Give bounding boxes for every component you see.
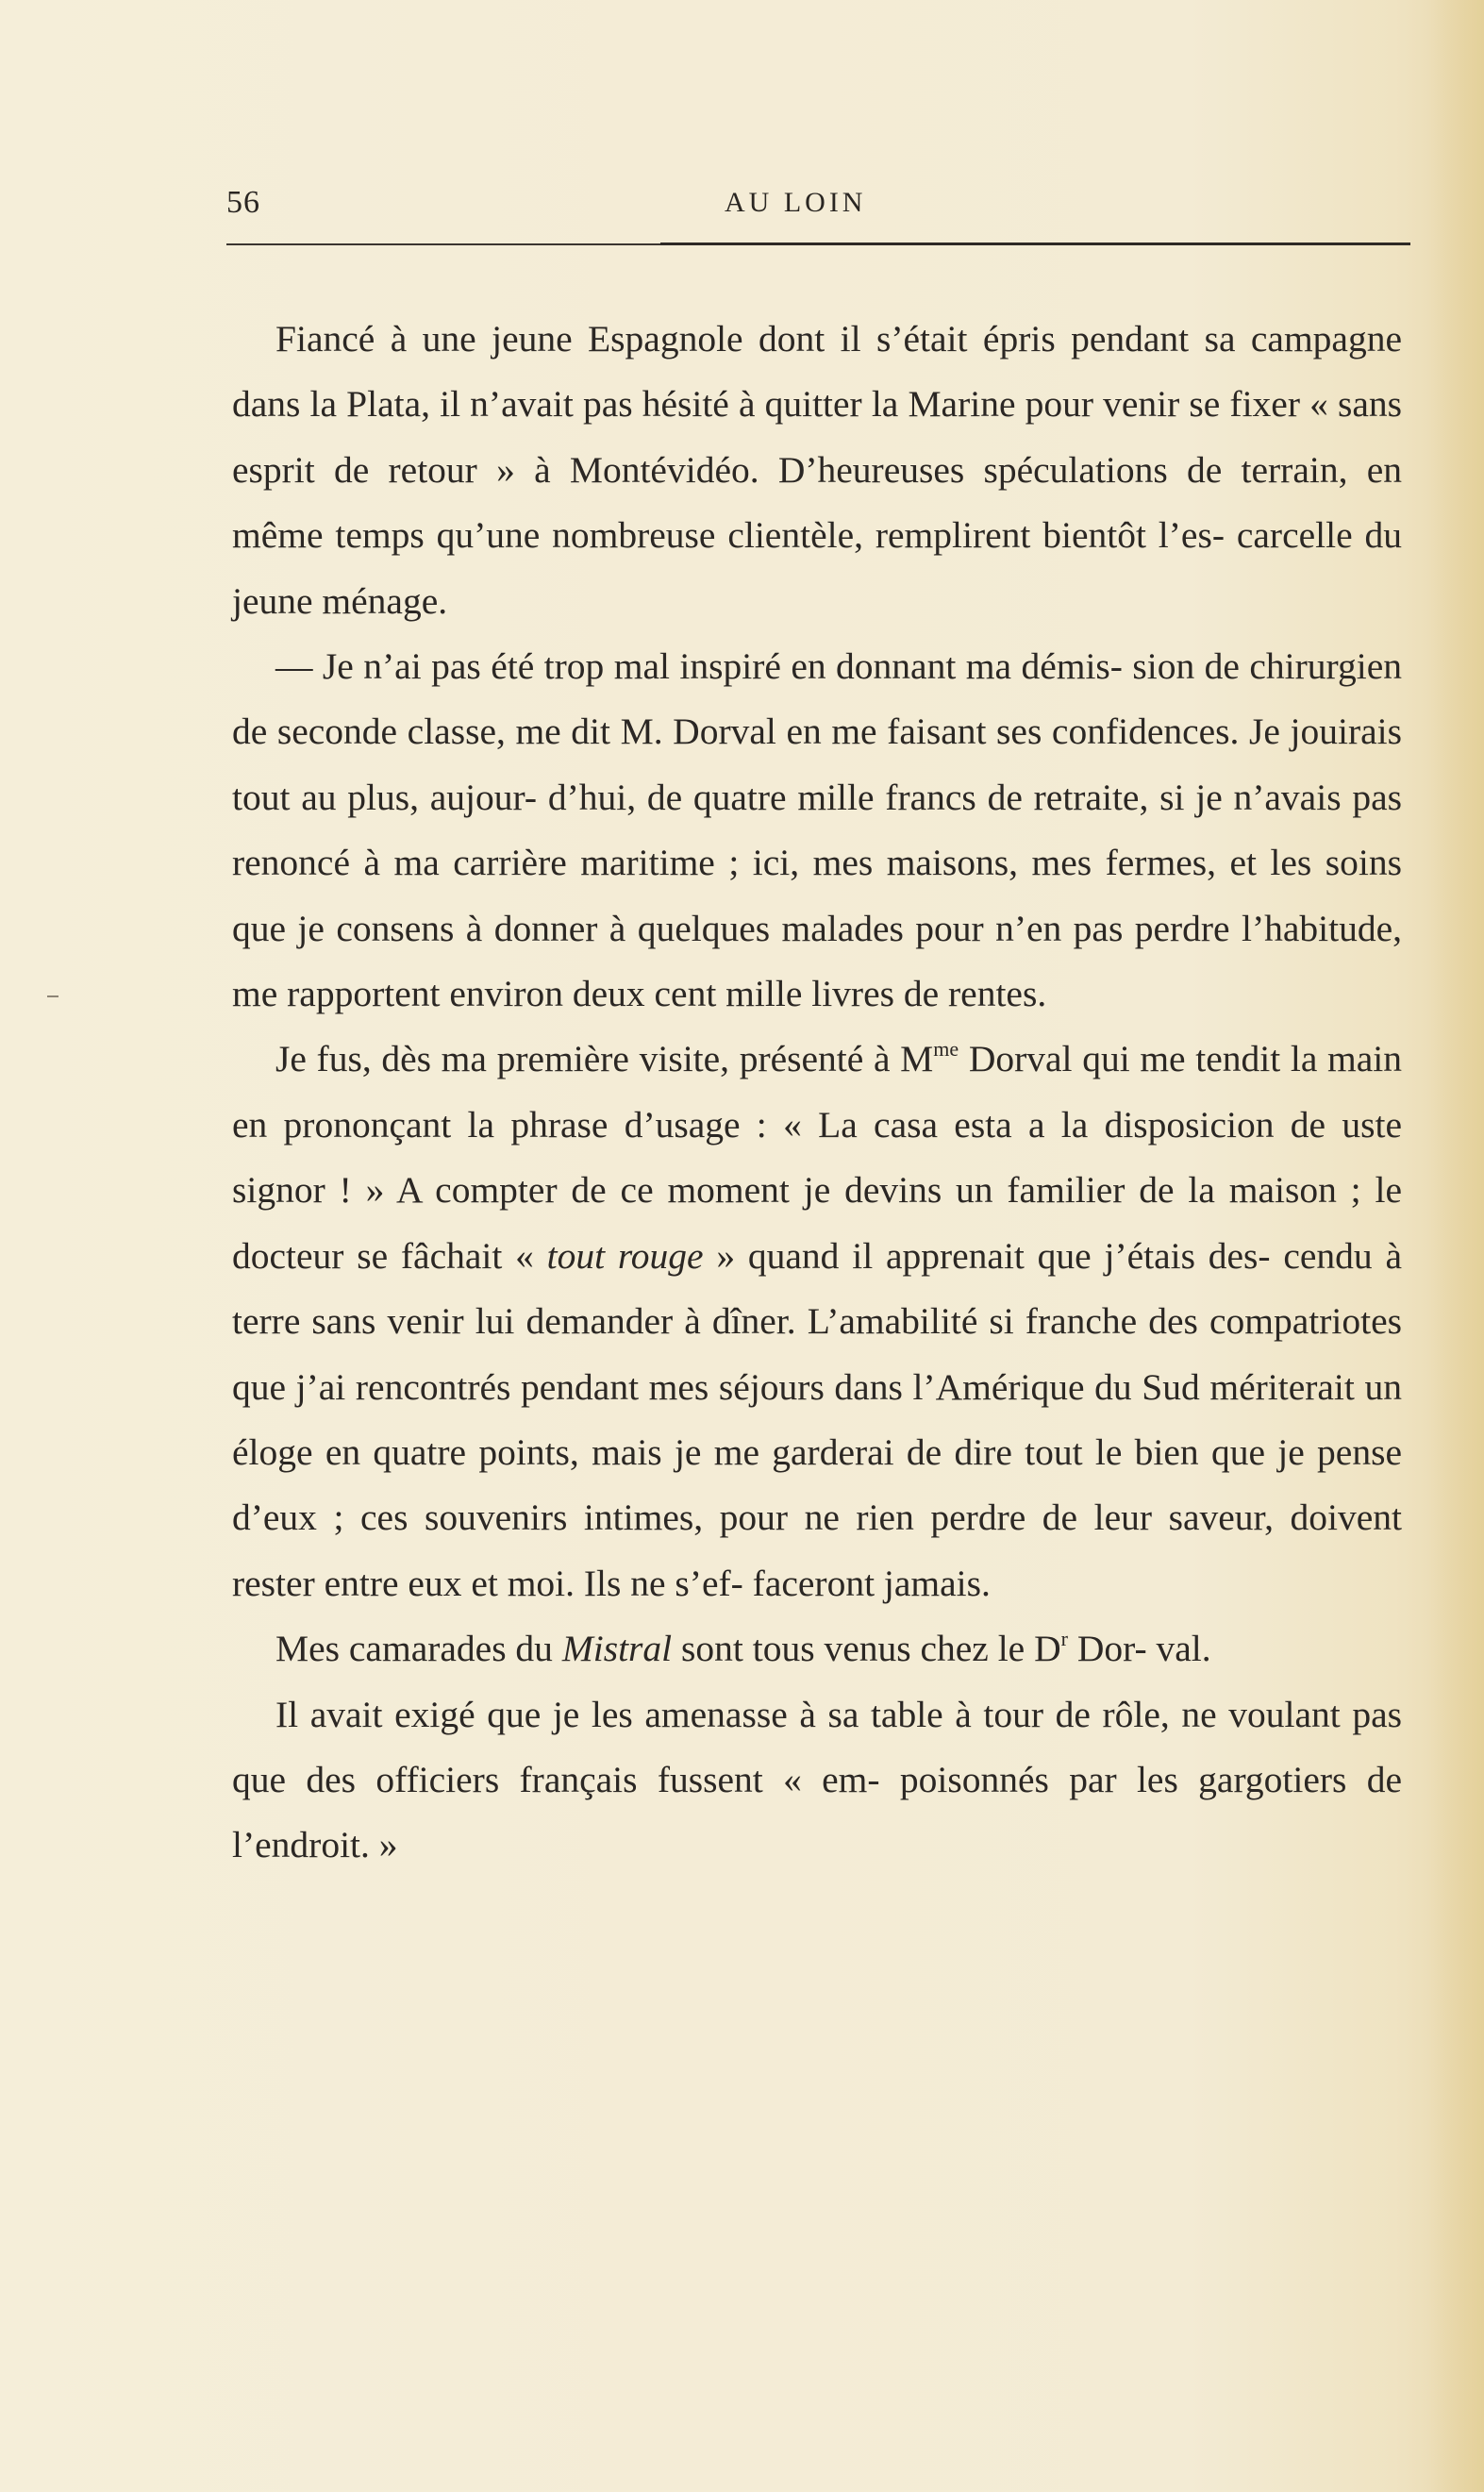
running-title: AU LOIN [725, 187, 867, 218]
paragraph-2 [232, 634, 1402, 1027]
paragraph-3-italic: tout rouge [546, 1234, 704, 1277]
paragraph-3-superscript: me [933, 1037, 959, 1062]
paragraph-4-text-c: Dor- val. [1067, 1628, 1211, 1670]
paragraph-2-text: — Je n’ai pas été trop mal inspiré en donnant ma démis- sion de chirurgien de seconde classe, me dit M. Dorval en me faisant ses confidences. Je jouirais tout au plus, aujour- d’hui, de quatre mille francs de retraite, si je n’avais pas renoncé à ma carrière maritime ; ici, mes maisons, mes fermes, et les soins que je consens à donner à quelques malades pour n’en pas perdre l’habitude, me rapportent environ deux cent mille livres de rentes. [232, 645, 1402, 1015]
paragraph-3 [232, 1027, 1402, 1616]
paragraph-4-text-a: Mes camarades du [275, 1628, 562, 1670]
margin-mark [47, 995, 58, 997]
paragraph-3-text-a: Je fus, dès ma première visite, présenté à M [275, 1038, 934, 1080]
page-number: 56 [226, 185, 260, 220]
paragraph-5: Il avait exigé que je les amenasse à sa table à tour de rôle, ne voulant pas que des officiers français fussent « em- poisonnés par les gargotiers de l’endroit. » [232, 1693, 1402, 1866]
body-text [232, 307, 1402, 1879]
page-edge-shadow [1427, 0, 1484, 2492]
header-rule-thick [660, 243, 1410, 245]
paragraph-4-italic: Mistral [561, 1628, 673, 1670]
paragraph-1: Fiancé à une jeune Espagnole dont il s’était épris pendant sa campagne dans la Plata, il n’avait pas hésité à quitter la Marine pour venir se fixer « sans esprit de retour » à Montévidéo. D’heureuses spéculations de terrain, en même temps qu’une nombreuse clientèle, remplirent bientôt l’es- carcelle du jeune ménage. [232, 318, 1402, 622]
paragraph-3-text-c: » quand il apprenait que j’étais des- cendu à terre sans venir lui demander à dîner. L’amabilité si franche des compatriotes que j’ai rencontrés pendant mes séjours dans l’Amérique du Sud mériterait un éloge en quatre points, mais je me garderai de dire tout le bien que je pense d’eux ; ces souvenirs intimes, pour ne rien perdre de leur saveur, doivent rester entre eux et moi. Ils ne s’ef- faceront jamais. [232, 1234, 1402, 1604]
paragraph-3-text-b: Dorval qui me tendit la main en prononçant la phrase d’usage : « La casa esta a la disposicion de uste signor ! » A compter de ce moment je devins un familier de la maison ; le docteur se fâchait « [232, 1038, 1402, 1277]
paragraph-4-text-b: sont tous venus chez le D [672, 1628, 1061, 1670]
running-header [226, 185, 1410, 223]
paragraph-4 [232, 1616, 1402, 1681]
paragraph-4-superscript: r [1060, 1627, 1068, 1651]
